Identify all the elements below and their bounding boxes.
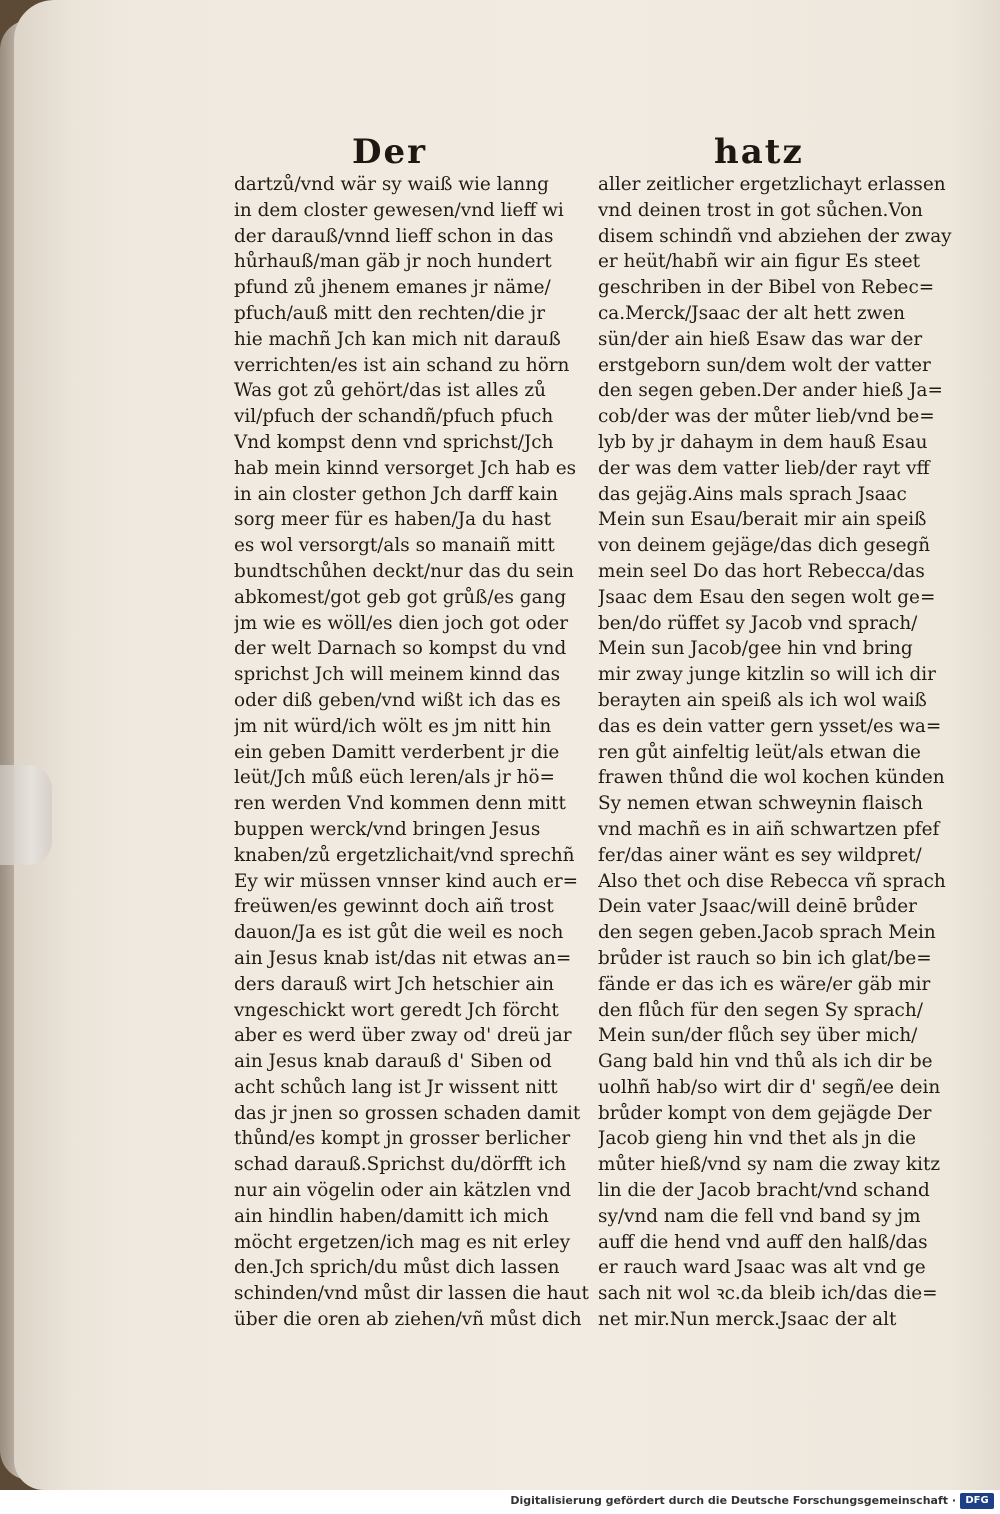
text-line: mein seel Do das hort Rebecca/das: [598, 560, 925, 582]
text-line: sprichst Jch will meinem kinnd das: [234, 664, 561, 686]
text-line: ders darauß wirt Jch hetschier ain: [234, 973, 555, 995]
text-line: schinden/vnd můst dir lassen die haut: [234, 1283, 589, 1305]
text-line: schad darauß.Sprichst du/dörfft ich: [234, 1154, 567, 1176]
text-line: den segen geben.Jacob sprach Mein: [598, 922, 936, 944]
text-line: Was got zů gehört/das ist alles zů: [234, 380, 546, 402]
funding-credit: Digitalisierung gefördert durch die Deutsche Forschungsgemeinschaft ·: [510, 1494, 956, 1507]
page-clip: [0, 765, 52, 865]
text-line: der darauß/vnnd lieff schon in das: [234, 225, 554, 247]
text-line: geschriben in der Bibel von Rebec=: [598, 277, 935, 299]
text-line: bundtschůhen deckt/nur das du sein: [234, 560, 575, 582]
text-line: pfund zů jhenem emanes jr näme/: [234, 277, 551, 299]
text-line: er rauch ward Jsaac was alt vnd ge: [598, 1257, 926, 1279]
text-line: aller zeitlicher ergetzlichayt erlassen: [598, 174, 946, 195]
text-line: berayten ain speiß als ich wol waiß: [598, 689, 927, 711]
text-line: möcht ergetzen/ich mag es nit erley: [234, 1231, 571, 1253]
text-line: Dein vater Jsaac/will deinē brůder: [598, 896, 917, 918]
text-line: Jacob gieng hin vnd thet als jn die: [598, 1128, 917, 1150]
text-column-right: [598, 172, 958, 1333]
text-line: den.Jch sprich/du můst dich lassen: [234, 1257, 560, 1279]
text-line: fände er das ich es wäre/er gäb mir: [598, 973, 931, 995]
text-line: frawen thůnd die wol kochen künden: [598, 767, 945, 789]
text-line: disem schindñ vnd abziehen der zway: [598, 225, 952, 247]
text-line: ain Jesus knab darauß d' Siben od: [234, 1051, 552, 1073]
footer-bar: [0, 1490, 1000, 1514]
text-line: Ey wir müssen vnnser kind auch er=: [234, 870, 579, 892]
text-line: das gejäg.Ains mals sprach Jsaac: [598, 483, 907, 505]
text-line: oder diß geben/vnd wißt ich das es: [234, 689, 561, 711]
text-line: net mir.Nun merck.Jsaac der alt: [598, 1309, 897, 1331]
text-line: vngeschickt wort geredt Jch förcht: [234, 999, 559, 1021]
text-line: auff die hend vnd auff den halß/das: [598, 1231, 928, 1253]
text-line: acht schůch lang ist Jr wissent nitt: [234, 1076, 558, 1098]
text-line: vil/pfuch der schandñ/pfuch pfuch: [234, 406, 554, 428]
text-line: brůder ist rauch so bin ich glat/be=: [598, 947, 932, 969]
text-line: ain hindlin haben/damitt ich mich: [234, 1205, 549, 1227]
text-line: Vnd kompst denn vnd sprichst/Jch: [234, 431, 554, 453]
text-line: den segen geben.Der ander hieß Ja=: [598, 380, 943, 402]
text-line: es wol versorgt/als so manaiñ mitt: [234, 535, 555, 557]
text-line: ren werden Vnd kommen denn mitt: [234, 793, 566, 815]
text-line: sorg meer für es haben/Ja du hast: [234, 509, 552, 531]
text-line: vnd machñ es in aiñ schwartzen pfef: [598, 818, 940, 840]
text-line: sy/vnd nam die fell vnd band sy jm: [598, 1205, 921, 1227]
text-line: freüwen/es gewinnt doch aiñ trost: [234, 896, 554, 918]
running-head-left: Der: [352, 132, 428, 172]
text-line: über die oren ab ziehen/vñ můst dich: [234, 1309, 582, 1331]
text-line: von deinem gejäge/das dich gesegñ: [598, 535, 931, 557]
text-line: der welt Darnach so kompst du vnd: [234, 638, 567, 660]
text-line: sün/der ain hieß Esaw das war der: [598, 328, 923, 350]
text-line: můter hieß/vnd sy nam die zway kitz: [598, 1154, 941, 1176]
text-line: Mein sun/der flůch sey über mich/: [598, 1025, 918, 1047]
text-line: den flůch für den segen Sy sprach/: [598, 999, 923, 1021]
text-line: abkomest/got geb got grůß/es gang: [234, 586, 567, 608]
text-line: dartzů/vnd wär sy waiß wie lanng: [234, 174, 549, 195]
text-line: leüt/Jch můß eüch leren/als jr hö=: [234, 767, 555, 789]
text-line: hab mein kinnd versorget Jch hab es: [234, 457, 577, 479]
running-head-right: hatz: [714, 132, 804, 172]
text-line: Gang bald hin vnd thů als ich dir be: [598, 1051, 933, 1073]
text-line: in ain closter gethon Jch darff kain: [234, 483, 559, 505]
text-line: ben/do rüffet sy Jacob vnd sprach/: [598, 612, 918, 634]
text-line: sach nit wol ꝛc.da bleib ich/das die=: [598, 1283, 938, 1305]
text-line: Also thet och dise Rebecca vñ sprach: [598, 870, 946, 892]
text-line: dauon/Ja es ist gůt die weil es noch: [234, 922, 564, 944]
dfg-logo: DFG: [960, 1493, 994, 1509]
text-line: jm nit würd/ich wölt es jm nitt hin: [234, 715, 552, 737]
text-line: ren gůt ainfeltig leüt/als etwan die: [598, 741, 921, 763]
text-line: er heüt/habñ wir ain figur Es steet: [598, 251, 920, 273]
text-line: aber es werd über zway od' dreü jar: [234, 1025, 572, 1047]
text-column-left: [234, 172, 594, 1333]
text-line: erstgeborn sun/dem wolt der vatter: [598, 354, 931, 376]
text-line: nur ain vögelin oder ain kätzlen vnd: [234, 1180, 571, 1202]
text-line: verrichten/es ist ain schand zu hörn: [234, 354, 570, 376]
text-line: das jr jnen so grossen schaden damit: [234, 1102, 581, 1124]
text-line: ain Jesus knab ist/das nit etwas an=: [234, 947, 572, 969]
text-line: fer/das ainer wänt es sey wildpret/: [598, 844, 922, 866]
text-line: lin die der Jacob bracht/vnd schand: [598, 1180, 930, 1202]
text-line: Mein sun Esau/berait mir ain speiß: [598, 509, 927, 531]
text-line: knaben/zů ergetzlichait/vnd sprechñ: [234, 844, 575, 866]
text-line: der was dem vatter lieb/der rayt vff: [598, 457, 930, 479]
text-line: buppen werck/vnd bringen Jesus: [234, 818, 541, 840]
text-line: ca.Merck/Jsaac der alt hett zwen: [598, 302, 906, 324]
text-line: das es dein vatter gern ysset/es wa=: [598, 715, 942, 737]
text-line: mir zway junge kitzlin so will ich dir: [598, 664, 936, 686]
text-line: hůrhauß/man gäb jr noch hundert: [234, 251, 552, 273]
text-line: jm wie es wöll/es dien joch got oder: [234, 612, 569, 634]
text-line: in dem closter gewesen/vnd lieff wi: [234, 199, 564, 221]
text-line: pfuch/auß mitt den rechten/die jr: [234, 302, 546, 324]
text-line: lyb by jr dahaym in dem hauß Esau: [598, 431, 928, 453]
text-line: Mein sun Jacob/gee hin vnd bring: [598, 638, 913, 660]
text-line: brůder kompt von dem gejägde Der: [598, 1102, 932, 1124]
text-line: thůnd/es kompt jn grosser berlicher: [234, 1128, 571, 1150]
text-line: uolhñ hab/so wirt dir d' segñ/ee dein: [598, 1076, 941, 1098]
text-line: hie machñ Jch kan mich nit darauß: [234, 328, 561, 350]
text-line: Sy nemen etwan schweynin flaisch: [598, 793, 923, 815]
text-line: Jsaac dem Esau den segen wolt ge=: [598, 586, 936, 608]
text-line: ein geben Damitt verderbent jr die: [234, 741, 560, 763]
text-line: cob/der was der můter lieb/vnd be=: [598, 406, 935, 428]
text-line: vnd deinen trost in got sůchen.Von: [598, 199, 923, 221]
